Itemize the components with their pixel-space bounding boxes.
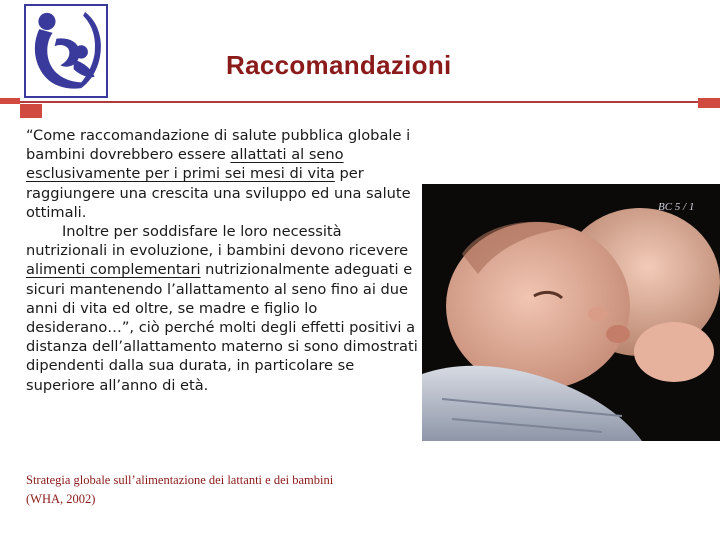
quote-underlined-1: allattati al seno esclusivamente per i primi sei mesi di vita bbox=[26, 146, 344, 183]
quote-part-1: “Come raccomandazione di salute pubblica globale i bambini dovrebbero essere bbox=[26, 127, 411, 164]
header-divider bbox=[0, 101, 720, 103]
quote-text bbox=[26, 126, 426, 395]
photo-illustration bbox=[422, 184, 720, 441]
quote-part-3: Inoltre per soddisfare le loro necessità nutrizionali in evoluzione, i bambini devono ricevere bbox=[26, 223, 409, 260]
logo-breastfeeding-icon bbox=[24, 4, 108, 98]
mother-child-icon bbox=[26, 6, 106, 96]
breastfeeding-photo bbox=[422, 184, 720, 441]
quote-part-4: nutrizionalmente adeguati e sicuri mantenendo l’allattamento al seno fino ai due anni di vita ed oltre, se madre e figlio lo desiderano…”, ciò perché molti degli effetti positivi a distanza dell’allattamento materno si sono dimostrati dipendenti dalla sua durata, in particolare se superiore all’anno di età. bbox=[26, 261, 418, 394]
page-title: Raccomandazioni bbox=[226, 50, 452, 80]
photo-stamp: BC 5 / 1 bbox=[658, 201, 695, 213]
left-accent-tab bbox=[0, 98, 20, 104]
quote-part-2: per raggiungere una crescita una sviluppo ed una salute ottimali. bbox=[26, 165, 411, 221]
left-accent-block bbox=[20, 104, 42, 118]
source-line-2: (WHA, 2002) bbox=[26, 492, 96, 506]
quote-underlined-2: alimenti complementari bbox=[26, 261, 201, 279]
right-accent-tab bbox=[698, 98, 720, 108]
source-citation bbox=[26, 471, 426, 509]
source-line-1: Strategia globale sull’alimentazione dei lattanti e dei bambini bbox=[26, 473, 334, 487]
